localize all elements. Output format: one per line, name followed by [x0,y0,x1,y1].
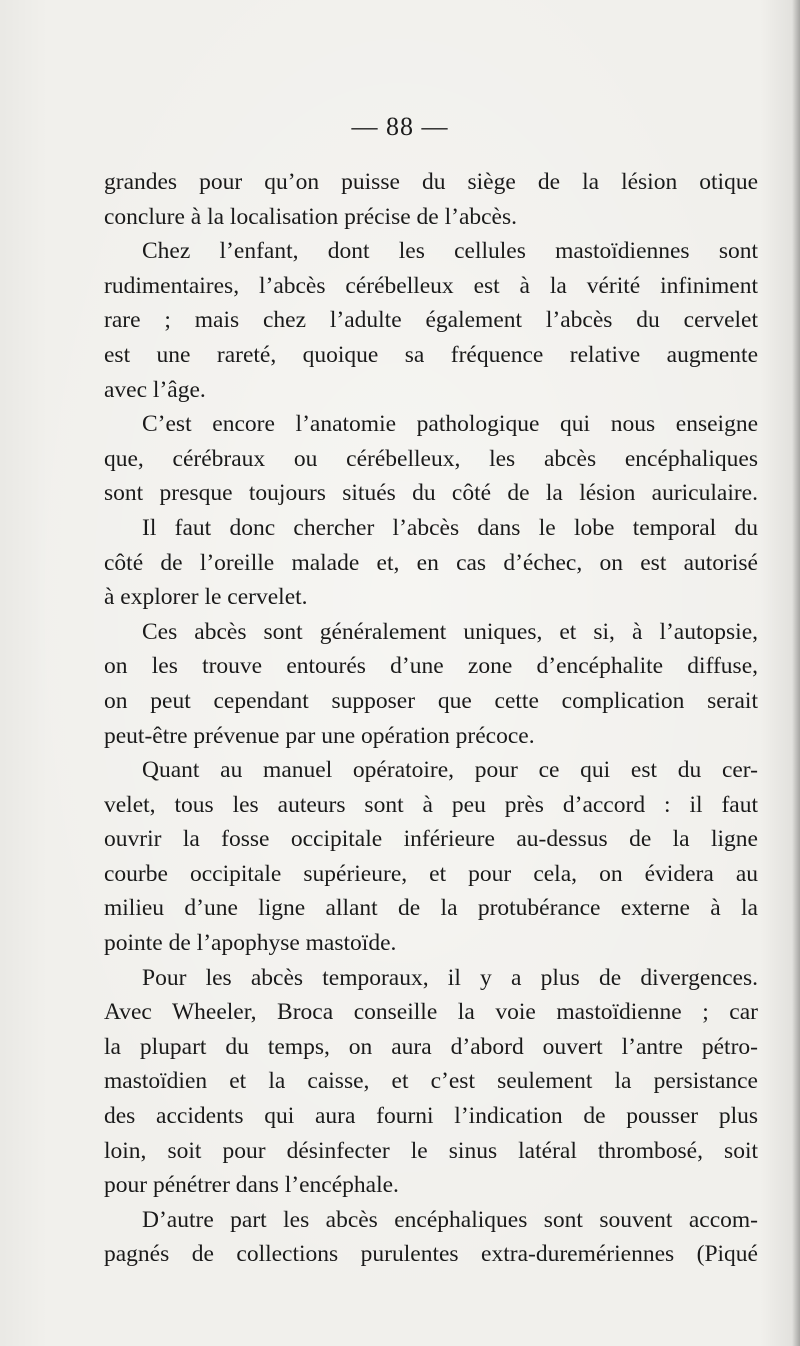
text-line: Ces abcès sont généralement uniques, et si, à l’autopsie, [142,618,758,645]
text-line: C’est encore l’anatomie pathologique qui nous enseigne [142,411,758,438]
text-line: rudimentaires, l’abcès cérébelleux est à la vérité infiniment [104,272,758,299]
text-line: Chez l’enfant, dont les cellules mastoïdiennes sont [142,238,758,265]
text-line: des accidents qui aura fourni l’indication de pousser plus [104,1103,758,1130]
text-line: sont presque toujours situés du côté de la lésion auriculaire. [104,480,758,507]
text-line: peut-être prévenue par une opération précoce. [104,722,535,749]
text-line: que, cérébraux ou cérébelleux, les abcès encéphaliques [104,445,758,472]
text-line: pour pénétrer dans l’encéphale. [104,1172,399,1199]
text-line: Pour les abcès temporaux, il y a plus de divergences. [142,964,758,991]
text-line: côté de l’oreille malade et, en cas d’échec, on est autorisé [104,549,758,576]
page-number: — 88 — [351,112,449,141]
text-line: conclure à la localisation précise de l’abcès. [104,203,518,230]
text-line: pagnés de collections purulentes extra-duremériennes (Piqué [104,1241,758,1268]
body-text [104,165,758,1272]
text-line: mastoïdien et la caisse, et c’est seulement la persistance [104,1068,758,1095]
text-line: D’autre part les abcès encéphaliques sont souvent accom- [142,1206,758,1233]
text-line: on peut cependant supposer que cette complication serait [104,687,758,714]
text-line: courbe occipitale supérieure, et pour cela, on évidera au [104,860,758,887]
text-line: Avec Wheeler, Broca conseille la voie mastoïdienne ; car [104,999,758,1026]
text-line: avec l’âge. [104,376,206,403]
text-line: est une rareté, quoique sa fréquence relative augmente [104,341,758,368]
text-line: la plupart du temps, on aura d’abord ouvert l’antre pétro- [104,1033,758,1060]
text-line: loin, soit pour désinfecter le sinus latéral thrombosé, soit [104,1137,758,1164]
text-line: grandes pour qu’on puisse du siège de la lésion otique [104,169,758,195]
text-line: on les trouve entourés d’une zone d’encéphalite diffuse, [104,653,758,680]
text-line: milieu d’une ligne allant de la protubérance externe à la [104,895,758,922]
text-line: Quant au manuel opératoire, pour ce qui est du cer- [142,757,758,784]
text-line: à explorer le cervelet. [104,584,308,611]
text-line: ouvrir la fosse occipitale inférieure au-dessus de la ligne [104,826,758,853]
text-line: pointe de l’apophyse mastoïde. [104,930,397,957]
text-line: velet, tous les auteurs sont à peu près d’accord : il faut [104,791,758,818]
text-line: Il faut donc chercher l’abcès dans le lobe temporal du [142,514,758,541]
text-line: rare ; mais chez l’adulte également l’abcès du cervelet [104,307,758,334]
page-edge-shadow [792,0,800,1346]
